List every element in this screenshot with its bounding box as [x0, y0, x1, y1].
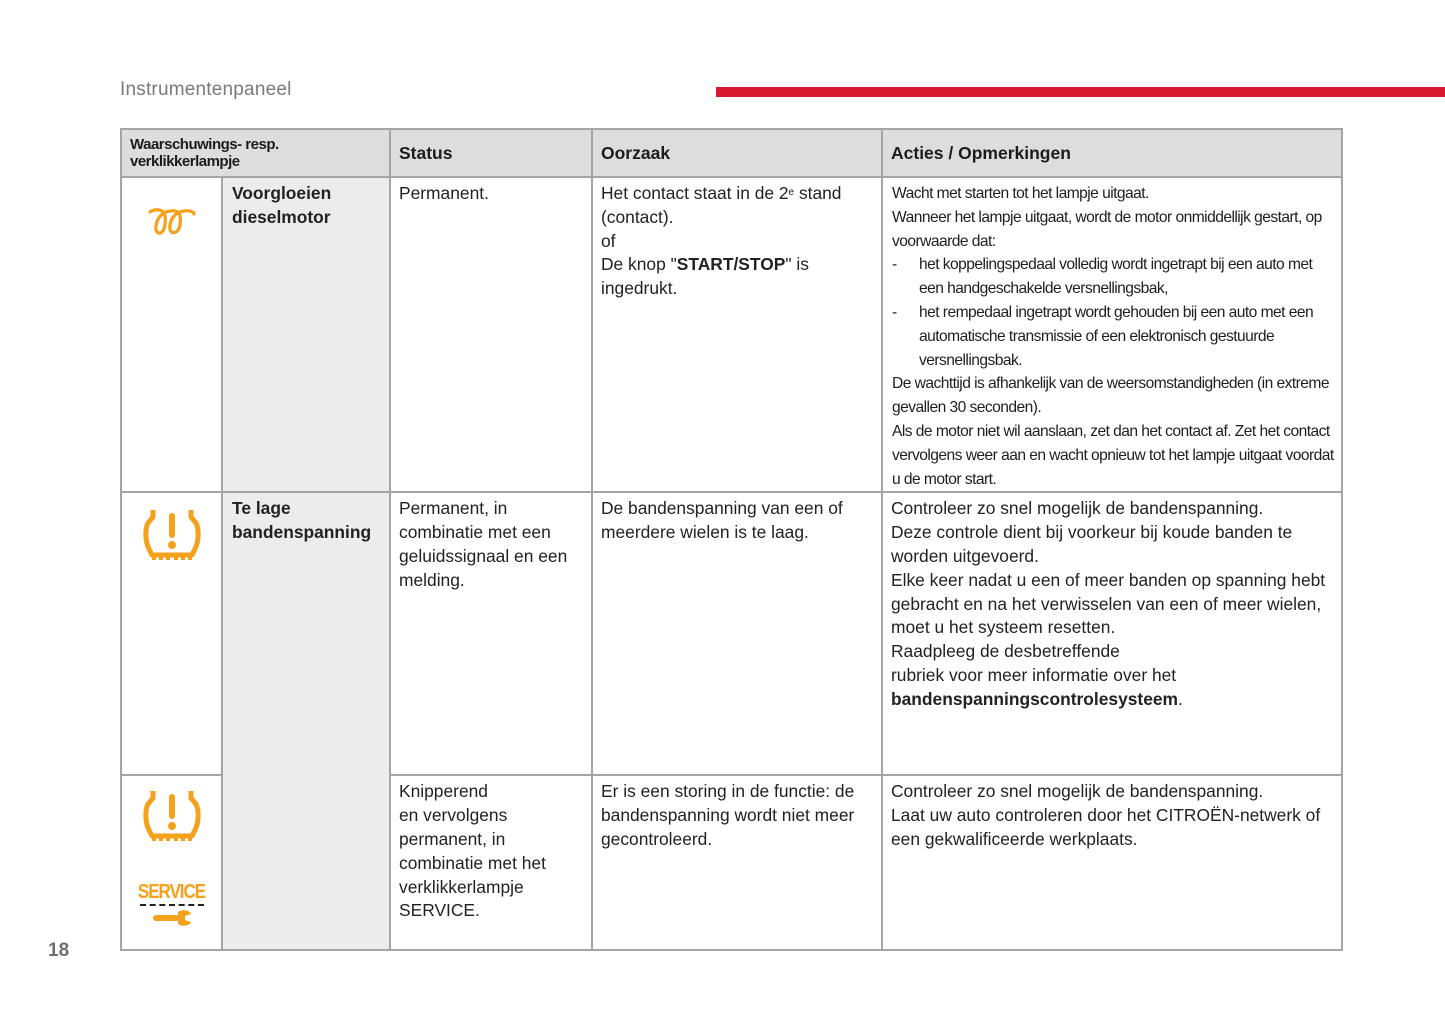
lamp-name: Voorgloeien — [232, 183, 332, 203]
cause-cell — [592, 775, 882, 950]
status-cell — [390, 492, 592, 775]
lamp-icon-cell — [121, 492, 222, 775]
lamp-name-cell — [222, 492, 390, 950]
glow-plug-icon — [148, 206, 196, 236]
superscript: e — [788, 187, 795, 198]
status-text: en vervolgens — [399, 805, 508, 826]
header-status: Status — [390, 129, 592, 177]
status-text: combinatie met het — [399, 852, 546, 873]
action-text: Elke keer nadat u een of meer banden op spanning hebt gebracht en na het verwisselen van een of meer wielen, moet u het systeem resetten. — [891, 569, 1326, 638]
action-text: rubriek voor meer informatie over het — [891, 664, 1177, 685]
action-text: Wanneer het lampje uitgaat, wordt de motor onmiddellijk gestart, op voorwaarde dat: — [892, 208, 1322, 250]
tire-pressure-warning-icon — [143, 788, 201, 844]
status-text: SERVICE. — [399, 900, 480, 921]
cause-cell — [592, 177, 882, 492]
status-text: permanent, in — [399, 828, 506, 849]
table-header-row — [121, 129, 1342, 177]
action-text: . — [1178, 688, 1183, 709]
bullet-text: het koppelingspedaal volledig wordt ingetrapt bij een auto met een handgeschakelde versnellingsbak, — [919, 256, 1313, 298]
lamp-name: bandenspanning — [232, 522, 372, 543]
service-icon — [122, 882, 221, 927]
action-text: Deze controle dient bij voorkeur bij koude banden te worden uitgevoerd. — [891, 522, 1293, 566]
header-accent-bar — [716, 87, 1445, 97]
action-text: Controleer zo snel mogelijk de bandenspanning. — [891, 498, 1264, 519]
lamp-icon-cell — [121, 775, 222, 950]
cause-text: (contact). — [601, 206, 674, 227]
bullet-text: het rempedaal ingetrapt wordt gehouden bij een auto met een automatische transmissie of een elektronisch gestuurde versnellingsbak. — [919, 303, 1314, 369]
status-cell — [390, 177, 592, 492]
cause-text: Er is een storing in de functie: de bandenspanning wordt niet meer gecontroleerd. — [601, 781, 855, 849]
service-label: SERVICE — [137, 881, 206, 904]
action-text: Controleer zo snel mogelijk de bandenspanning. — [891, 781, 1264, 802]
cause-text: of — [601, 230, 616, 251]
status-text: Knipperend — [399, 781, 488, 802]
bullet-item — [892, 301, 1335, 372]
header-lamp: Waarschuwings- resp. verklikkerlampje — [121, 129, 390, 177]
actions-cell — [882, 177, 1342, 492]
action-text: Laat uw auto controleren door het CITROËN-netwerk of een gekwalificeerde werkplaats. — [891, 805, 1321, 849]
header-cause: Oorzaak — [592, 129, 882, 177]
dashed-line — [140, 904, 204, 906]
lamp-name: dieselmotor — [232, 206, 331, 227]
table-row — [121, 492, 1342, 775]
action-text: Wacht met starten tot het lampje uitgaat. — [892, 185, 1149, 202]
cause-text: De knop " — [601, 254, 677, 275]
status-cell — [390, 775, 592, 950]
bullet-dash: - — [892, 303, 897, 321]
wrench-icon — [150, 909, 194, 927]
cause-text: stand — [794, 183, 842, 203]
status-text: Permanent. — [399, 183, 489, 203]
header-actions: Acties / Opmerkingen — [882, 129, 1342, 177]
cause-text: " is — [785, 254, 809, 275]
tpms-link-text: bandenspanningscontrolesysteem — [891, 688, 1179, 709]
status-text: Permanent, in combinatie met een geluidssignaal en een melding. — [399, 498, 568, 590]
action-text: Raadpleeg de desbetreffende — [891, 641, 1120, 662]
cause-text: Het contact staat in de 2 — [601, 183, 789, 203]
bullet-dash: - — [892, 256, 897, 274]
section-title: Instrumentenpaneel — [120, 79, 292, 100]
cause-text: ingedrukt. — [601, 278, 678, 299]
lamp-name: Te lage — [232, 498, 291, 519]
status-text: verklikkerlampje — [399, 876, 524, 897]
lamp-icon-cell — [121, 177, 222, 492]
warning-lamps-table — [120, 128, 1343, 951]
tire-pressure-warning-icon — [143, 507, 201, 563]
actions-cell — [882, 492, 1342, 775]
cause-cell — [592, 492, 882, 775]
action-text: Als de motor niet wil aanslaan, zet dan het contact af. Zet het contact vervolgens weer aan en wacht opnieuw tot het lampje uitgaat voordat u de motor start. — [892, 422, 1334, 488]
table-row — [121, 177, 1342, 492]
bullet-item — [892, 253, 1335, 301]
lamp-name-cell — [222, 177, 390, 492]
start-stop-label: START/STOP — [676, 254, 786, 275]
action-text: De wachttijd is afhankelijk van de weersomstandigheden (in extreme gevallen 30 seconden). — [892, 375, 1329, 417]
page-number: 18 — [48, 940, 70, 961]
cause-text: De bandenspanning van een of meerdere wielen is te laag. — [601, 498, 843, 543]
actions-cell — [882, 775, 1342, 950]
